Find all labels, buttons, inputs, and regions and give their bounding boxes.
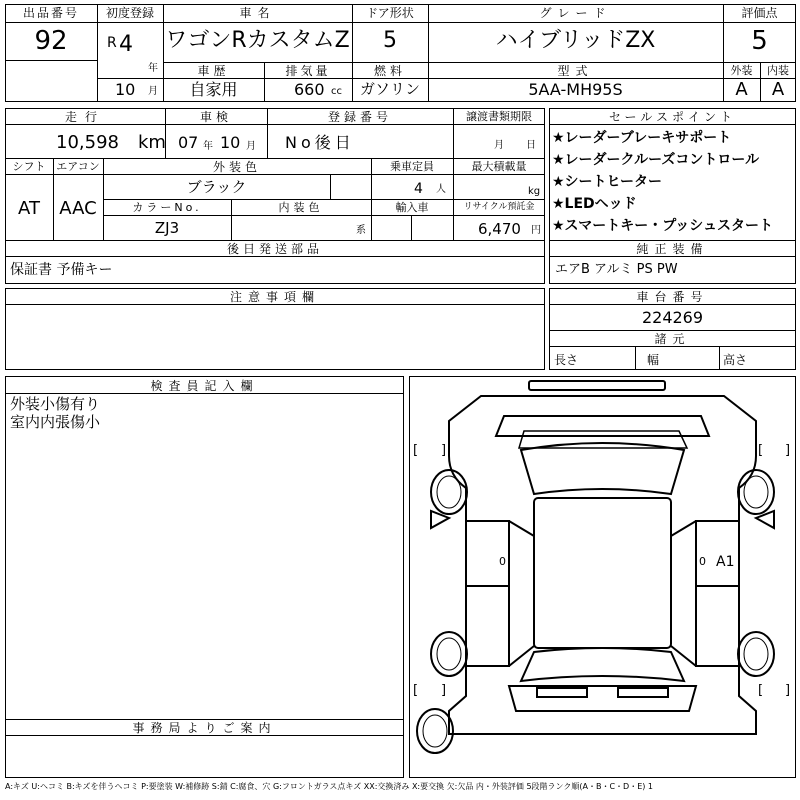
fuel-label: 燃料 bbox=[373, 64, 406, 78]
ext-label: 外装 bbox=[730, 64, 753, 77]
lot-label: 出品番号 bbox=[22, 6, 79, 20]
zero-mark-left: 0 bbox=[499, 555, 506, 568]
transfer-day: 日 bbox=[526, 140, 536, 151]
inspector-note: 外装小傷有り bbox=[10, 395, 101, 413]
model-value: 5AA-MH95S bbox=[528, 80, 623, 99]
reg-number-label: 登録番号 bbox=[327, 110, 392, 124]
height-label: 高さ bbox=[723, 353, 748, 367]
equipment-label: 純正装備 bbox=[636, 242, 709, 256]
grade-value: ハイブリッドZX bbox=[495, 28, 656, 53]
capacity-unit: 人 bbox=[436, 184, 446, 195]
damage-legend: A:キズ U:ヘコミ B:キズを伴うヘコミ P:要塗装 W:補修跡 S:錆 C:腐食、穴 G:フロントガラス点キズ XX:交換済み X:要交換 欠:欠品 内・外装評価 5段階ランク順(A・B・C・D・E) 1 bbox=[5, 782, 654, 791]
reg-year: 4 bbox=[119, 32, 133, 57]
transfer-month: 月 bbox=[494, 140, 504, 151]
recycle-unit: 円 bbox=[531, 225, 541, 236]
mileage-value: 10,598 bbox=[56, 132, 119, 153]
inspection-month: 10 bbox=[220, 133, 241, 152]
bracket-right-bottom: [ bbox=[758, 683, 764, 698]
inspection-year-unit: 年 bbox=[203, 141, 213, 152]
car-name: ワゴンRカスタムZ bbox=[165, 28, 350, 53]
door-label: ドア形状 bbox=[366, 6, 414, 20]
door-value: 5 bbox=[383, 28, 397, 53]
interior-color-label: 内装色 bbox=[278, 201, 324, 214]
car-damage-diagram bbox=[409, 376, 796, 778]
ext-grade: A bbox=[735, 79, 748, 100]
month-unit: 月 bbox=[148, 86, 158, 97]
history-label: 車歴 bbox=[197, 64, 230, 78]
caution-label: 注意事項欄 bbox=[229, 290, 320, 304]
first-reg-label: 初度登録 bbox=[105, 6, 154, 20]
mileage-label: 走行 bbox=[64, 110, 105, 124]
capacity-label: 乗車定員 bbox=[390, 160, 434, 173]
displacement-value: 660 bbox=[294, 80, 325, 99]
dims-label: 諸元 bbox=[654, 332, 691, 346]
equipment-value: エアB アルミ PS PW bbox=[555, 262, 678, 277]
int-grade: A bbox=[771, 79, 785, 100]
car-name-label: 車名 bbox=[239, 6, 276, 20]
bracket-right-bottom-close: ] bbox=[785, 683, 791, 698]
windshield bbox=[521, 443, 684, 494]
int-label: 内装 bbox=[767, 64, 789, 77]
rear-bumper bbox=[537, 688, 587, 697]
year-unit: 年 bbox=[148, 63, 158, 74]
hood bbox=[496, 416, 709, 436]
recycle-label: リサイクル預託金 bbox=[463, 202, 535, 212]
car-body-outline bbox=[449, 396, 756, 734]
bracket-left-top: [ bbox=[413, 443, 419, 458]
interior-color-unit: 系 bbox=[356, 225, 366, 236]
length-label: 長さ bbox=[554, 353, 579, 367]
exterior-color-label: 外装色 bbox=[212, 160, 261, 174]
era: R bbox=[107, 35, 117, 51]
inspection-month-unit: 月 bbox=[246, 141, 256, 152]
delivery-items: 保証書 予備キー bbox=[10, 262, 113, 278]
displacement-unit: cc bbox=[331, 86, 342, 97]
office-notice-label: 事務局よりご案内 bbox=[132, 721, 277, 735]
inspector-label: 検査員記入欄 bbox=[150, 379, 259, 393]
score-value: 5 bbox=[751, 26, 768, 56]
color-no: ZJ3 bbox=[154, 219, 180, 237]
frame-number: 224269 bbox=[641, 308, 704, 327]
sales-point: ★シートヒーター bbox=[552, 174, 662, 190]
grade-label: グレード bbox=[539, 6, 612, 20]
mileage-unit: km bbox=[138, 132, 166, 153]
front-left-wheel bbox=[431, 470, 467, 514]
bracket-right-top: [ bbox=[758, 443, 764, 458]
max-load-label: 最大積載量 bbox=[471, 160, 527, 173]
fuel-value: ガソリン bbox=[359, 80, 420, 98]
damage-mark-a1: A1 bbox=[716, 554, 735, 570]
recycle-value: 6,470 bbox=[478, 220, 521, 238]
spare-wheel bbox=[417, 709, 453, 753]
rear-left-wheel bbox=[431, 632, 467, 676]
history-value: 自家用 bbox=[189, 80, 238, 99]
inspection-year: 07 bbox=[178, 133, 199, 152]
front-right-wheel bbox=[738, 470, 774, 514]
sales-point: ★スマートキー・プッシュスタート bbox=[552, 218, 774, 234]
displacement-label: 排気量 bbox=[285, 64, 331, 78]
bracket-right-top-close: ] bbox=[785, 443, 791, 458]
inspector-note: 室内内張傷小 bbox=[10, 413, 101, 431]
shift-label: シフト bbox=[12, 160, 46, 173]
zero-mark-right: 0 bbox=[699, 555, 706, 568]
right-side bbox=[696, 521, 739, 666]
frame-label: 車台番号 bbox=[636, 290, 709, 304]
inspection-label: 車検 bbox=[199, 110, 232, 124]
score-label: 評価点 bbox=[741, 6, 778, 20]
sales-point: ★レーダークルーズコントロール bbox=[552, 152, 760, 168]
color-no-label: カラーNo. bbox=[132, 201, 202, 214]
inspector-section bbox=[5, 376, 404, 778]
max-load-unit: kg bbox=[528, 186, 541, 197]
aircon-label: エアコン bbox=[56, 160, 100, 173]
shift-value: AT bbox=[18, 198, 40, 219]
exterior-color: ブラック bbox=[186, 178, 247, 196]
front-bumper bbox=[529, 381, 665, 390]
bracket-left-bottom: [ bbox=[413, 683, 419, 698]
transfer-doc-label: 譲渡書類期限 bbox=[466, 110, 532, 123]
capacity-value: 4 bbox=[414, 181, 423, 197]
sales-point: ★LEDヘッド bbox=[552, 196, 637, 212]
rear-window bbox=[521, 648, 684, 681]
roof bbox=[534, 498, 671, 648]
left-side bbox=[466, 521, 509, 666]
reg-month: 10 bbox=[115, 80, 136, 99]
aircon-value: AAC bbox=[59, 198, 97, 219]
reg-number: No後日 bbox=[285, 133, 355, 152]
width-label: 幅 bbox=[647, 353, 660, 367]
lot-number: 92 bbox=[34, 26, 68, 56]
sales-point: ★レーダーブレーキサポート bbox=[552, 130, 732, 146]
bracket-left-bottom-close: ] bbox=[441, 683, 447, 698]
rear-right-wheel bbox=[738, 632, 774, 676]
bracket-left-top-close: ] bbox=[441, 443, 447, 458]
model-label: 型式 bbox=[557, 64, 594, 78]
delivery-label: 後日発送部品 bbox=[226, 242, 323, 256]
sales-points-label: セールスポイント bbox=[609, 110, 736, 124]
import-label: 輸入車 bbox=[395, 201, 429, 214]
